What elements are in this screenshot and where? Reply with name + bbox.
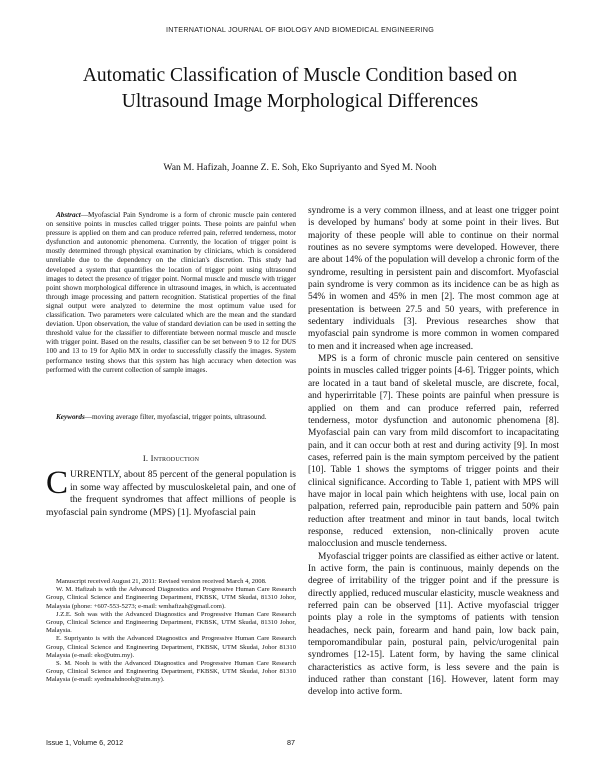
keywords — [46, 413, 296, 422]
right-column — [308, 205, 559, 699]
section-title: Introduction — [150, 453, 200, 463]
body-paragraph: syndrome is a very common illness, and at least one trigger point is developed by humans' body at some point in their lives. But majority of these people will able to continue on their normal routines as no severe symptoms were developed. However, there are about 14% of the population will develop a chronic form of the syndrome, resulting in persistent pain and discomfort. Myofascial pain syndrome is very common as its incidence can be as high as 54% in women and 45% in men [2]. The most common age at presentation is between 27.5 and 50 years, with preference in sedentary individuals [3]. Previous researches show that myofascial pain syndrome is more common in women compared to men and it increased when age increased. — [308, 206, 559, 352]
paper-title: Automatic Classification of Muscle Condition based on Ultrasound Image Morphological Differences — [82, 65, 518, 112]
abstract-text: —Myofascial Pain Syndrome is a form of chronic muscle pain centered on sensitive points in muscles called trigger points. These points are painful when pressure is applied on them and can produce referred pain, referred tenderness, motor dysfunction and autonomic phenomena. Currently, the location of trigger point is mostly determined through physical examination by clinicians, which is considered unreliable due to the dependency on the clinician's discretion. This study had developed a system that quantifies the location of trigger point using ultrasound images to detect the presence of trigger point. Normal muscle and muscle with trigger point shown morphological difference in ultrasound images, in which, is accentuated through image processing and pattern recognition. Statistical properties of the final signal output were analyzed to determine the most optimum value used for classification. Two parameters were calculated which are the mean and the standard deviation. Upon observation, the value of standard deviation can be used in setting the threshold value for the classifier to differentiate between normal muscle and muscle with trigger point. Based on the results, classifier can be set between 9 to 12 for DUS 100 and 13 to 19 for Aplio MX in order to successfully classify the images. System performance testing shows that this system has high accuracy when detection was performed with the current collection of sample images. — [46, 211, 296, 374]
footnotes — [46, 578, 296, 685]
journal-header: INTERNATIONAL JOURNAL OF BIOLOGY AND BIOMEDICAL ENGINEERING — [165, 25, 435, 34]
abstract-label: Abstract — [56, 211, 81, 219]
section-heading-introduction — [46, 453, 296, 463]
body-paragraph: Myofascial trigger points are classified as either active or latent. In active form, the pain is continuous, mainly depends on the degree of irritability of the trigger point and if the pressure is directly applied, reduced muscular elasticity, muscle weakness and referred pain can be observed [11]. Active myofascial trigger points play a role in the symptoms of patients with tension headaches, neck pain, forearm and hand pain, low back pain, temporomandibular pain, postural pain, pelvic/urogenital pain syndromes [12-15]. Latent form, by having the same clinical characteristics as active form, is less severe and the pain is induced rather than constant [16]. However, latent form may develop into active form. — [308, 551, 559, 698]
intro-text: URRENTLY, about 85 percent of the general population is in some way affected by musculoskeletal pain, and one of the frequent syndromes that affect millions of people is myofascial pain syndrome (MPS) [1]. Myofascial pain — [46, 469, 296, 518]
page-number: 87 — [287, 738, 295, 747]
keywords-label: Keywords — [56, 413, 85, 421]
author-list: Wan M. Hafizah, Joanne Z. E. Soh, Eko Supriyanto and Syed M. Nooh — [163, 162, 437, 173]
footnote-author-nooh: S. M. Nooh is with the Advanced Diagnostics and Progressive Human Care Research Group, Clinical Science and Engineering Department, FKBSK, UTM Skudai, Johor 81310 Malaysia (e-mail: syedmahdnooh@utm.my). — [46, 660, 296, 684]
footnote-author-supriyanto: E. Supriyanto is with the Advanced Diagnostics and Progressive Human Care Research Group, Clinical Science and Engineering Department, FKBSK, UTM Skudai, Johor 81310 Malaysia (e-mail: eko@utm.my). — [46, 635, 296, 659]
footnote-author-soh: J.Z.E. Soh was with the Advanced Diagnostics and Progressive Human Care Research Group, Clinical Science and Engineering Department, FKBSK, UTM Skudai, 81310 Johor, Malaysia. — [46, 610, 296, 635]
body-paragraph: MPS is a form of chronic muscle pain centered on sensitive points in muscles called trigger points [4-6]. Trigger points, which are located in a taut band of skeletal muscle, are discrete, focal, and hyperirritable [7]. These points are painful when pressure is applied on them and can produce referred pain, referred tenderness, motor dysfunction and autonomic phenomena [8]. Myofascial pain can vary from mild discomfort to incapacitating pain, and it can occur both at rest and during activity [9]. In most cases, referred pain is the main symptom perceived by the patient [10]. Table 1 shows the symptoms of trigger points and their clinical significance. According to Table 1, patient with MPS will have major in local pain which heightens with use, local pain on palpation, referred pain, reproducible pain pattern and 50% pain reduction after treatment and minor in taut bands, local twitch response, reduced extension, non-clinically proven acute malocclusion and muscle tenderness. — [308, 354, 559, 550]
drop-cap: C — [46, 465, 69, 501]
footnote-author-hafizah: W. M. Hafizah is with the Advanced Diagnostics and Progressive Human Care Research Group, Clinical Science and Engineering Department, FKBSK, UTM Skudai, 81310 Johor, Malaysia (phone: +607-553-5273; e-mail: wmhafizah@gmail.com). — [46, 586, 296, 610]
section-number: I. — [142, 453, 149, 463]
introduction-paragraph — [46, 465, 296, 519]
abstract — [46, 211, 296, 375]
issue-footer: Issue 1, Volume 6, 2012 — [46, 738, 124, 747]
footnote-manuscript: Manuscript received August 21, 2011: Revised version received March 4, 2008. — [56, 578, 267, 585]
keywords-text: —moving average filter, myofascial, trigger points, ultrasound. — [84, 413, 267, 421]
